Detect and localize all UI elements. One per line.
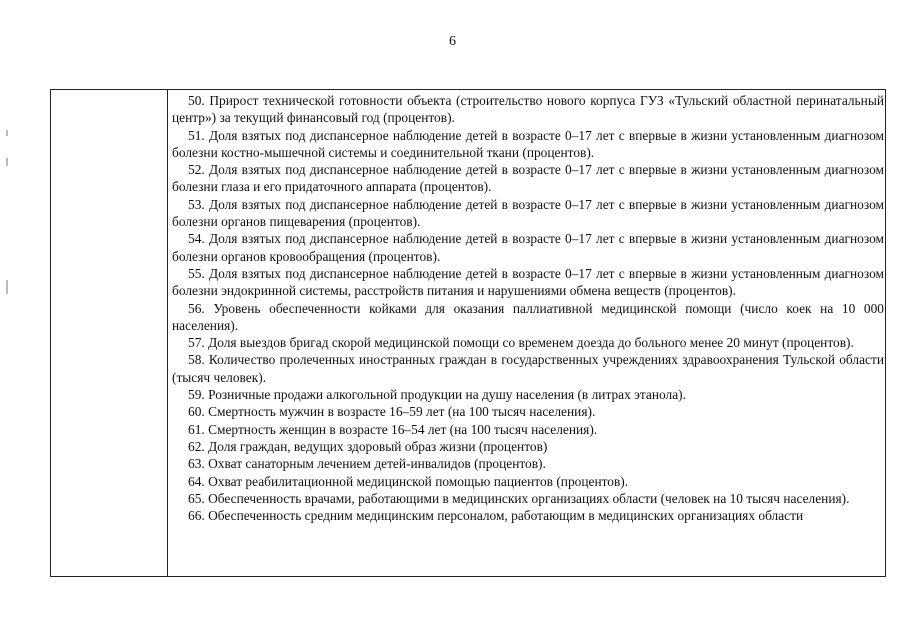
page-number: 6: [449, 34, 456, 49]
list-item: 52. Доля взятых под диспансерное наблюдение детей в возрасте 0–17 лет с впервые в жизни установленным диагнозом болезни глаза и его придаточного аппарата (процентов).: [172, 162, 884, 195]
list-item: 55. Доля взятых под диспансерное наблюдение детей в возрасте 0–17 лет с впервые в жизни установленным диагнозом болезни эндокринной системы, расстройств питания и нарушениями обмена веществ (процентов).: [172, 265, 884, 299]
list-item: 64. Охват реабилитационной медицинской помощью пациентов (процентов).: [188, 473, 629, 489]
scan-margin-marks: [6, 130, 10, 300]
list-item: 65. Обеспеченность врачами, работающими в медицинских организациях области (человек на 10 тысяч населения).: [188, 490, 850, 506]
list-item: 66. Обеспеченность средним медицинским персоналом, работающим в медицинских организациях области: [188, 508, 804, 524]
list-item: 61. Смертность женщин в возрасте 16–54 лет (на 100 тысяч населения).: [188, 421, 598, 437]
list-item: 50. Прирост технической готовности объекта (строительство нового корпуса ГУЗ «Тульский областной перинатальный центр») за текущий финансовый год (процентов).: [172, 93, 884, 126]
list-item: 56. Уровень обеспеченности койками для оказания паллиативной медицинской помощи (число коек на 10 000 населения).: [172, 300, 884, 333]
list-item: 63. Охват санаторным лечением детей-инвалидов (процентов).: [188, 456, 546, 472]
list-item: 60. Смертность мужчин в возрасте 16–59 лет (на 100 тысяч населения).: [188, 404, 596, 420]
list-item: 58. Количество пролеченных иностранных граждан в государственных учреждениях здравоохранения Тульской области (тысяч человек).: [172, 352, 884, 385]
indicator-list: [172, 92, 884, 524]
list-item: 57. Доля выездов бригад скорой медицинской помощи со временем доезда до больного менее 20 минут (процентов).: [188, 335, 854, 351]
list-item: 54. Доля взятых под диспансерное наблюдение детей в возрасте 0–17 лет с впервые в жизни установленным диагнозом болезни органов кровообращения (процентов).: [172, 231, 884, 264]
list-item: 62. Доля граждан, ведущих здоровый образ жизни (процентов): [188, 438, 548, 454]
column-divider: [167, 90, 168, 576]
list-item: 53. Доля взятых под диспансерное наблюдение детей в возрасте 0–17 лет с впервые в жизни установленным диагнозом болезни органов пищеварения (процентов).: [172, 196, 884, 230]
list-item: 51. Доля взятых под диспансерное наблюдение детей в возрасте 0–17 лет с впервые в жизни установленным диагнозом болезни костно-мышечной системы и соединительной ткани (процентов).: [172, 127, 884, 160]
document-table: [50, 89, 886, 577]
list-item: 59. Розничные продажи алкогольной продукции на душу населения (в литрах этанола).: [188, 387, 686, 403]
